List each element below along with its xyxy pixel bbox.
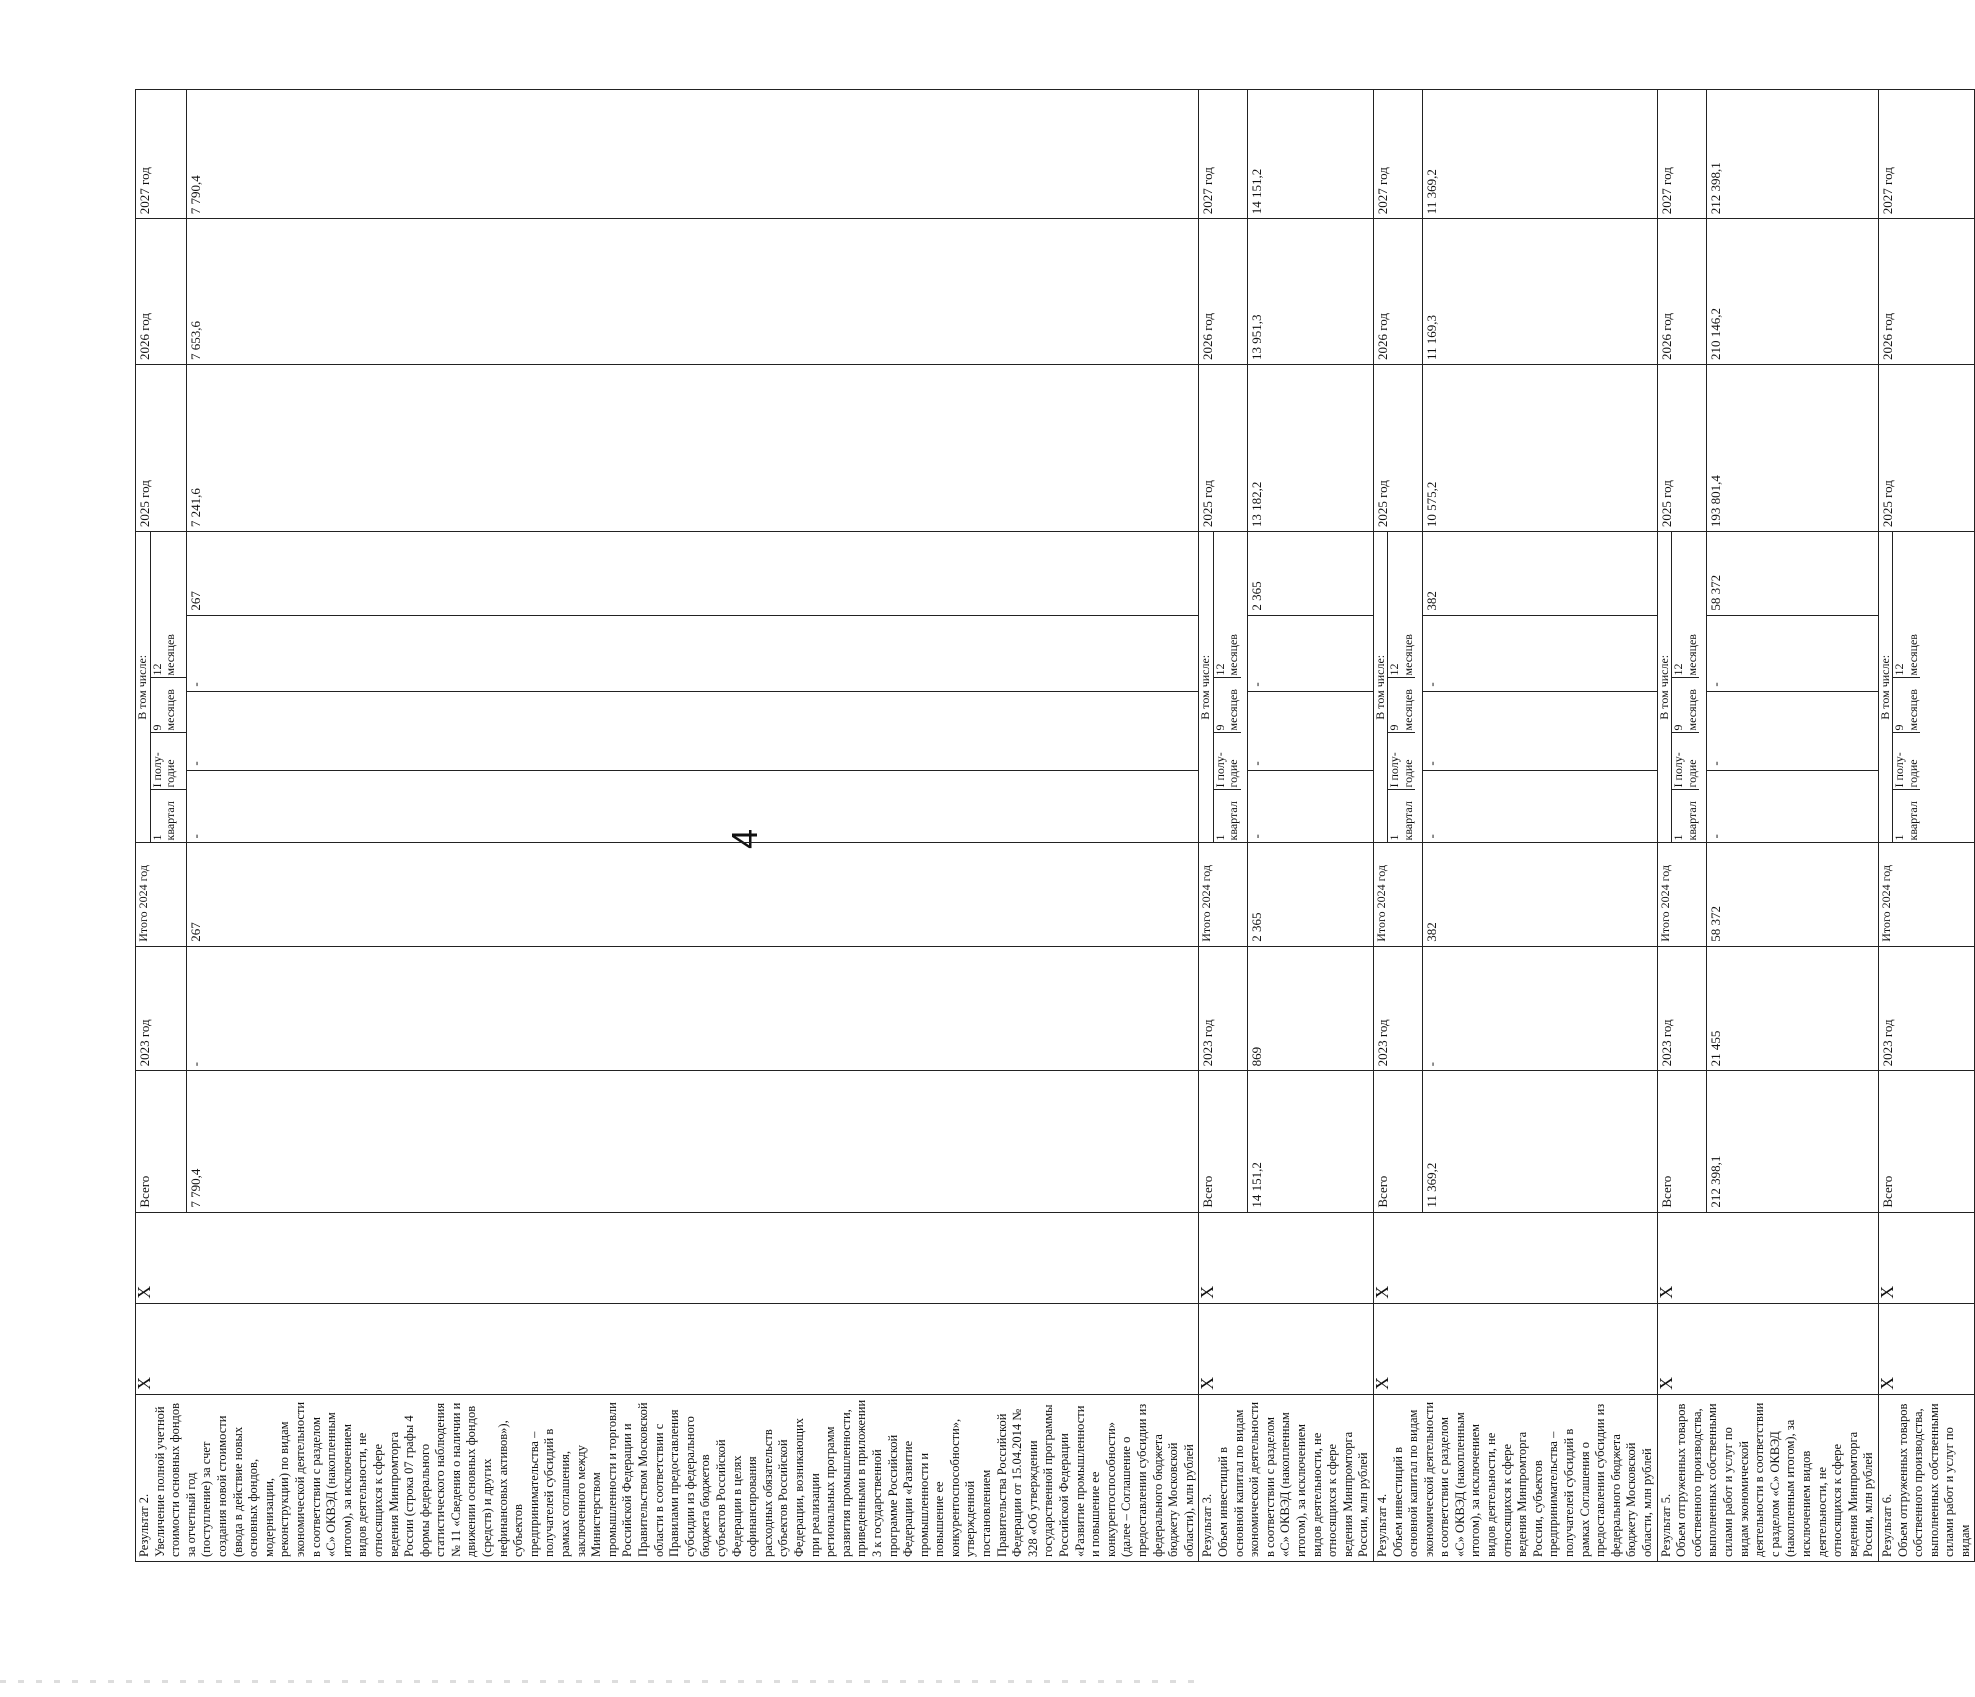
value-9m: - bbox=[187, 615, 1199, 691]
result-title: Результат 6. bbox=[1879, 1493, 1894, 1557]
x-mark: X bbox=[1878, 1303, 1975, 1394]
header-2023: 2023 год bbox=[1199, 946, 1248, 1071]
header-2027: 2027 год bbox=[1199, 90, 1248, 219]
header-2027: 2027 год bbox=[1657, 90, 1706, 219]
header-h1: I полу-годие bbox=[1214, 733, 1241, 790]
header-total: Всего bbox=[136, 1071, 187, 1212]
header-12m: 12 месяцев bbox=[149, 634, 177, 676]
header-q1: 1 квартал bbox=[151, 790, 186, 843]
value-12m: 382 bbox=[1422, 532, 1657, 616]
value-total-2024: 382 bbox=[1422, 843, 1657, 946]
header-total: Всего bbox=[1373, 1071, 1422, 1212]
header-h1: I полу-годие bbox=[1388, 733, 1415, 790]
x-mark: X bbox=[136, 1303, 1199, 1394]
header-2027: 2027 год bbox=[136, 90, 187, 219]
header-q1: 1 квартал bbox=[1893, 790, 1920, 843]
result-title: Результат 4. bbox=[1374, 1493, 1389, 1557]
header-total: Всего bbox=[1199, 1071, 1248, 1212]
header-9m: 9 месяцев bbox=[1214, 678, 1241, 733]
value-h1: - bbox=[1706, 691, 1878, 770]
header-total: Всего bbox=[1878, 1071, 1975, 1212]
header-2026: 2026 год bbox=[1878, 219, 1975, 365]
header-12m: 12 месяцев bbox=[1671, 634, 1699, 676]
header-h1: I полу-годие bbox=[1672, 733, 1699, 790]
value-2027: 212 398,1 bbox=[1706, 90, 1878, 219]
header-2026: 2026 год bbox=[1373, 219, 1422, 365]
result-text: Объем отгруженных товаров собственного производства, выполненных собственными силами работ и услуг по видам экономической деятельности в соответствии с разделом «С» ОКВЭД (накопленным итогом), за исключением видов деятельности, не относящихся к сфере ведения Минпромторга России, млн рублей bbox=[1674, 1402, 1876, 1557]
result-text: Объем инвестиций в основной капитал по видам экономической деятельности в соответствии с разделом «С» ОКВЭД (накопленным итогом), за исключением видов деятельности, не относящихся к сфере ведения Минпромторга России, млн рублей bbox=[1215, 1401, 1371, 1557]
value-q1: - bbox=[187, 770, 1199, 843]
x-mark: X bbox=[1199, 1212, 1374, 1303]
header-total: Всего bbox=[1657, 1071, 1706, 1212]
rotated-table-container bbox=[134, 89, 1972, 1562]
header-9m: 9 месяцев bbox=[1388, 678, 1415, 733]
value-h1: - bbox=[1422, 691, 1657, 770]
header-total-2024: Итого 2024 год bbox=[136, 843, 187, 946]
value-q1: - bbox=[1422, 770, 1657, 843]
header-total-2024: Итого 2024 год bbox=[1878, 843, 1975, 946]
header-2025: 2025 год bbox=[136, 365, 187, 532]
header-total-2024: Итого 2024 год bbox=[1657, 843, 1706, 946]
value-2023: 21 455 bbox=[1706, 946, 1878, 1071]
value-2023: 869 bbox=[1248, 946, 1374, 1071]
value-2025: 7 241,6 bbox=[187, 365, 1199, 532]
header-2025: 2025 год bbox=[1199, 365, 1248, 532]
header-in-that-group bbox=[1199, 532, 1248, 843]
value-q1: - bbox=[1706, 770, 1878, 843]
header-2025: 2025 год bbox=[1373, 365, 1422, 532]
header-2023: 2023 год bbox=[1373, 946, 1422, 1071]
table-row bbox=[1199, 90, 1248, 1562]
result-description bbox=[1878, 1394, 1975, 1561]
table-row bbox=[1657, 90, 1706, 1562]
header-2025: 2025 год bbox=[1657, 365, 1706, 532]
header-in-that-group bbox=[1373, 532, 1422, 843]
result-description bbox=[1199, 1394, 1374, 1561]
result-title: Результат 3. bbox=[1200, 1493, 1215, 1557]
header-12m: 12 месяцев bbox=[1387, 634, 1415, 676]
value-total: 14 151,2 bbox=[1248, 1071, 1374, 1212]
header-2027: 2027 год bbox=[1878, 90, 1975, 219]
header-in-that: В том числе: bbox=[1879, 532, 1894, 842]
value-2023: - bbox=[187, 946, 1199, 1071]
value-2026: 210 146,2 bbox=[1706, 219, 1878, 365]
value-2023: - bbox=[1422, 946, 1657, 1071]
header-2027: 2027 год bbox=[1373, 90, 1422, 219]
value-2025: 193 801,4 bbox=[1706, 365, 1878, 532]
table-row bbox=[136, 90, 187, 1562]
value-2025: 13 182,2 bbox=[1248, 365, 1374, 532]
result-text: Увеличение полной учетной стоимости основных фондов за отчетный год (поступление) за счет создания новой стоимости (ввода в действие новых основных фондов, модернизации, реконструкции) по видам экономической деятельности в соответствии с разделом «С» ОКВЭД (накопленным итогом), за исключением видов деятельности, не относящихся к сфере ведения Минпромторга России (строка 07 графы 4 формы федерального статистического наблюдения № 11 «Сведения о наличии и движении основных фондов (средств) и других нефинансовых активов»), субъектов предпринимательства – получателей субсидий в рамках соглашения, заключенного между Министерством промышленности и торговли Российской Федерации и Правительством Московской области в соответствии с Правилами предоставления субсидии из федерального бюджета бюджетов субъектов Российской Федерации в целях софинансирования расходных обязательств субъектов Российской Федерации, возникающих при реализации региональных программ развития промышленности, приведенными в приложении 3 к государственной программе Российской Федерации «Развитие промышленности и повышение ее конкурентоспособности», утвержденной постановлением Правительства Российской Федерации от 15.04.2014 № 328 «Об утверждении государственной программы Российской Федерации «Развитие промышленности и повышение ее конкурентоспособности» (далее – Соглашение о предоставлении субсидии из федерального бюджета бюджету Московской области), млн рублей bbox=[152, 1399, 1196, 1557]
header-in-that: В том числе: bbox=[1658, 532, 1673, 842]
header-2023: 2023 год bbox=[1878, 946, 1975, 1071]
result-description bbox=[136, 1394, 1199, 1561]
header-2023: 2023 год bbox=[136, 946, 187, 1071]
value-h1: - bbox=[1248, 691, 1374, 770]
x-mark: X bbox=[1878, 1212, 1975, 1303]
value-12m: 2 365 bbox=[1248, 532, 1374, 616]
value-total-2024: 58 372 bbox=[1706, 843, 1878, 946]
page-number: 4 bbox=[724, 828, 766, 850]
x-mark: X bbox=[136, 1212, 1199, 1303]
header-2026: 2026 год bbox=[1657, 219, 1706, 365]
header-in-that: В том числе: bbox=[1374, 532, 1389, 842]
value-total: 7 790,4 bbox=[187, 1071, 1199, 1212]
value-2026: 7 653,6 bbox=[187, 219, 1199, 365]
x-mark: X bbox=[1373, 1212, 1657, 1303]
header-q1: 1 квартал bbox=[1214, 790, 1241, 843]
value-9m: - bbox=[1422, 615, 1657, 691]
result-title: Результат 2. bbox=[137, 1493, 151, 1557]
header-q1: 1 квартал bbox=[1672, 790, 1699, 843]
x-mark: X bbox=[1657, 1303, 1878, 1394]
result-text: Объем отгруженных товаров собственного производства, выполненных собственными силами работ и услуг по видам bbox=[1895, 1403, 1972, 1557]
header-9m: 9 месяцев bbox=[1672, 678, 1699, 733]
value-total-2024: 267 bbox=[187, 843, 1199, 946]
x-mark: X bbox=[1657, 1212, 1878, 1303]
scan-noise bbox=[0, 1680, 1200, 1683]
header-total-2024: Итого 2024 год bbox=[1199, 843, 1248, 946]
x-mark: X bbox=[1373, 1303, 1657, 1394]
value-total-2024: 2 365 bbox=[1248, 843, 1374, 946]
value-total: 212 398,1 bbox=[1706, 1071, 1878, 1212]
header-h1: I полу-годие bbox=[1893, 733, 1920, 790]
result-description bbox=[1657, 1394, 1878, 1561]
value-2025: 10 575,2 bbox=[1422, 365, 1657, 532]
header-12m: 12 месяцев bbox=[1892, 634, 1920, 676]
header-9m: 9 месяцев bbox=[1893, 678, 1920, 733]
value-2027: 14 151,2 bbox=[1248, 90, 1374, 219]
value-12m: 58 372 bbox=[1706, 532, 1878, 616]
header-2026: 2026 год bbox=[136, 219, 187, 365]
value-2026: 13 951,3 bbox=[1248, 219, 1374, 365]
result-title: Результат 5. bbox=[1658, 1493, 1673, 1557]
table-row bbox=[1878, 90, 1975, 1562]
value-9m: - bbox=[1706, 615, 1878, 691]
header-12m: 12 месяцев bbox=[1212, 634, 1241, 676]
results-table bbox=[135, 89, 1975, 1562]
header-2026: 2026 год bbox=[1199, 219, 1248, 365]
header-9m: 9 месяцев bbox=[151, 678, 186, 733]
header-in-that-group bbox=[1878, 532, 1975, 843]
value-9m: - bbox=[1248, 615, 1374, 691]
header-h1: I полу-годие bbox=[151, 733, 186, 790]
header-in-that: В том числе: bbox=[1199, 532, 1214, 842]
header-2025: 2025 год bbox=[1878, 365, 1975, 532]
result-text: Объем инвестиций в основной капитал по видам экономической деятельности в соответствии с разделом «С» ОКВЭД (накопленным итогом), за исключением видов деятельности, не относящихся к сфере ведения Минпромторга России, субъектов предпринимательства – получателей субсидий в рамках Соглашения о предоставлении субсидии из федерального бюджета бюджету Московской области, млн рублей bbox=[1390, 1401, 1654, 1557]
header-total-2024: Итого 2024 год bbox=[1373, 843, 1422, 946]
value-2027: 7 790,4 bbox=[187, 90, 1199, 219]
value-2026: 11 169,3 bbox=[1422, 219, 1657, 365]
header-in-that-group bbox=[1657, 532, 1706, 843]
result-description bbox=[1373, 1394, 1657, 1561]
table-row bbox=[1373, 90, 1422, 1562]
value-h1: - bbox=[187, 691, 1199, 770]
value-q1: - bbox=[1248, 770, 1374, 843]
value-12m: 267 bbox=[187, 532, 1199, 616]
header-in-that-group bbox=[136, 532, 187, 843]
header-q1: 1 квартал bbox=[1388, 790, 1415, 843]
value-2027: 11 369,2 bbox=[1422, 90, 1657, 219]
value-total: 11 369,2 bbox=[1422, 1071, 1657, 1212]
header-2023: 2023 год bbox=[1657, 946, 1706, 1071]
header-in-that: В том числе: bbox=[136, 532, 151, 842]
x-mark: X bbox=[1199, 1303, 1374, 1394]
